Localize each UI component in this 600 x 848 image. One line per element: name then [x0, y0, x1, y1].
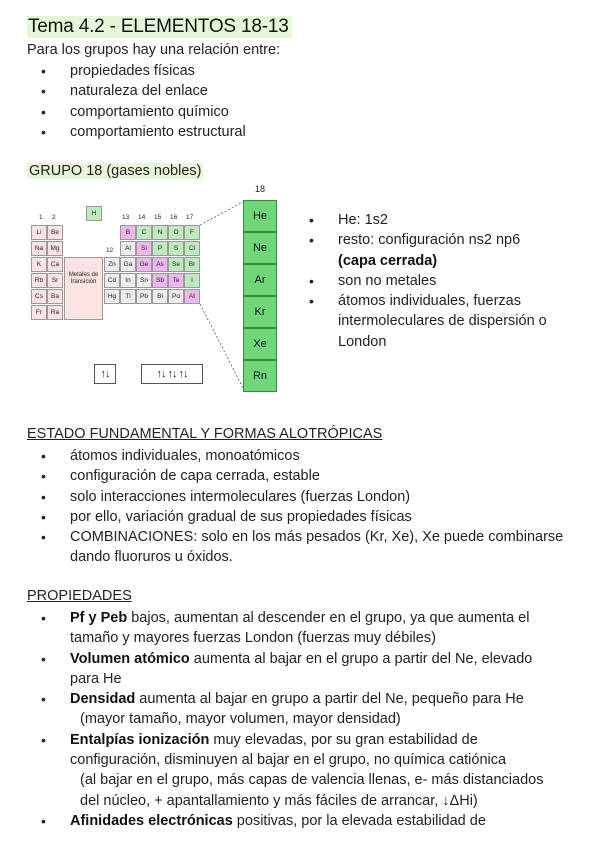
- element-cell: Mg: [47, 241, 63, 256]
- element-cell: He: [243, 200, 277, 232]
- element-cell: Sb: [152, 273, 168, 288]
- list-item: • Densidad aumenta al bajar en grupo a partir del Ne, pequeño para He: [41, 691, 524, 708]
- element-cell: Tl: [120, 289, 136, 304]
- list-item: (al bajar en el grupo, más capas de valencia llenas, e- más distanciados: [80, 772, 544, 789]
- list-item: (capa cerrada): [338, 252, 438, 269]
- list-item: intermoleculares de dispersión o: [338, 313, 547, 330]
- group-number: 13: [122, 214, 130, 221]
- section-heading-state: ESTADO FUNDAMENTAL Y FORMAS ALOTRÓPICAS: [27, 426, 383, 442]
- list-item: • propiedades físicas: [41, 63, 195, 79]
- element-cell: F: [184, 225, 200, 240]
- transition-metals-block: Metales de transición: [64, 257, 103, 320]
- element-cell: Cd: [104, 273, 120, 288]
- element-cell: Cl: [184, 241, 200, 256]
- list-item: • comportamiento químico: [41, 103, 229, 120]
- page-title: Tema 4.2 - ELEMENTOS 18-13: [27, 16, 292, 38]
- element-cell: Pb: [136, 289, 152, 304]
- list-item: dando fluoruros u óxidos.: [70, 549, 233, 566]
- list-item: • solo interacciones intermoleculares (fuerzas London): [41, 488, 411, 505]
- element-cell: As: [152, 257, 168, 272]
- element-cell: In: [120, 273, 136, 288]
- element-cell: Fr: [31, 305, 47, 320]
- group-facts-list: [309, 210, 547, 352]
- list-item: • Pf y Peb bajos, aumentan al descender en el grupo, ya que aumenta el: [41, 610, 530, 626]
- periodic-table-figure: [27, 183, 282, 398]
- list-item: • configuración de capa cerrada, estable: [41, 468, 320, 485]
- list-item: • son no metales: [309, 272, 437, 289]
- element-cell: Zn: [104, 257, 120, 272]
- s-orbital-diagram: ↑↓: [94, 364, 116, 384]
- element-cell: Na: [31, 241, 47, 256]
- properties-list: [41, 608, 544, 831]
- element-cell: At: [184, 289, 200, 304]
- element-cell: Ba: [47, 289, 63, 304]
- relations-list: [41, 61, 246, 142]
- list-item: • naturaleza del enlace: [41, 83, 208, 100]
- p-orbital-diagram: ↑↓ ↑↓ ↑↓: [141, 364, 203, 384]
- section-heading-properties: PROPIEDADES: [27, 588, 132, 604]
- list-item: • átomos individuales, monoatómicos: [41, 448, 300, 464]
- list-item: (mayor tamaño, mayor volumen, mayor densidad): [80, 711, 401, 728]
- list-item: tamaño y mayores fuerzas London (fuerzas muy débiles): [70, 630, 436, 647]
- element-cell: N: [152, 225, 168, 240]
- group-number: 15: [154, 214, 162, 221]
- list-item: del núcleo, + apantallamiento y más fáciles de arrancar, ↓ΔHi): [80, 792, 478, 809]
- list-item: configuración, disminuyen al bajar en el grupo, no química catiónica: [70, 752, 507, 769]
- element-cell: Ge: [136, 257, 152, 272]
- list-item: • Afinidades electrónicas positivas, por la elevada estabilidad de: [41, 812, 486, 829]
- group-number: 2: [52, 214, 56, 221]
- list-item: • Volumen atómico aumenta al bajar en el grupo a partir del Ne, elevado: [41, 650, 533, 667]
- element-cell: Kr: [243, 296, 277, 328]
- list-item: • por ello, variación gradual de sus propiedades físicas: [41, 508, 412, 525]
- element-cell: C: [136, 225, 152, 240]
- element-cell: Te: [168, 273, 184, 288]
- element-cell: Be: [47, 225, 63, 240]
- element-cell: Sn: [136, 273, 152, 288]
- element-cell: Ra: [47, 305, 63, 320]
- element-cell: I: [184, 273, 200, 288]
- list-item: • He: 1s2: [309, 212, 388, 228]
- element-cell: Rb: [31, 273, 47, 288]
- element-cell: B: [120, 225, 136, 240]
- element-cell: Ne: [243, 232, 277, 264]
- group-number: 17: [186, 214, 194, 221]
- group-18-label: 18: [255, 184, 266, 194]
- group-number: 14: [138, 214, 146, 221]
- list-item: • COMBINACIONES: solo en los más pesados (Kr, Xe), Xe puede combinarse: [41, 529, 564, 546]
- element-cell: S: [168, 241, 184, 256]
- element-cell: Br: [184, 257, 200, 272]
- list-item: London: [338, 333, 387, 350]
- element-cell: O: [168, 225, 184, 240]
- element-cell: Ar: [243, 264, 277, 296]
- list-item: • Entalpías ionización muy elevadas, por su gran estabilidad de: [41, 731, 478, 748]
- state-list: [41, 446, 564, 568]
- element-cell: Li: [31, 225, 47, 240]
- list-item: • resto: configuración ns2 np6: [309, 232, 521, 249]
- element-cell: P: [152, 241, 168, 256]
- element-cell: Xe: [243, 328, 277, 360]
- element-cell: H: [86, 206, 102, 221]
- list-item: para He: [70, 670, 122, 687]
- element-cell: Rn: [243, 360, 277, 392]
- group-number: 1: [39, 214, 43, 221]
- group-number: 16: [170, 214, 178, 221]
- element-cell: Po: [168, 289, 184, 304]
- element-cell: Ga: [120, 257, 136, 272]
- element-cell: Bi: [152, 289, 168, 304]
- element-cell: K: [31, 257, 47, 272]
- list-item: • átomos individuales, fuerzas: [309, 293, 521, 310]
- element-cell: Ca: [47, 257, 63, 272]
- element-cell: Cs: [31, 289, 47, 304]
- list-item: • comportamiento estructural: [41, 123, 246, 140]
- element-cell: Sr: [47, 273, 63, 288]
- element-cell: Al: [120, 241, 136, 256]
- intro-text: Para los grupos hay una relación entre:: [27, 42, 281, 58]
- element-cell: Hg: [104, 289, 120, 304]
- group-number: 12: [106, 247, 114, 254]
- element-cell: Se: [168, 257, 184, 272]
- element-cell: Si: [136, 241, 152, 256]
- group-heading: GRUPO 18 (gases nobles): [29, 163, 202, 179]
